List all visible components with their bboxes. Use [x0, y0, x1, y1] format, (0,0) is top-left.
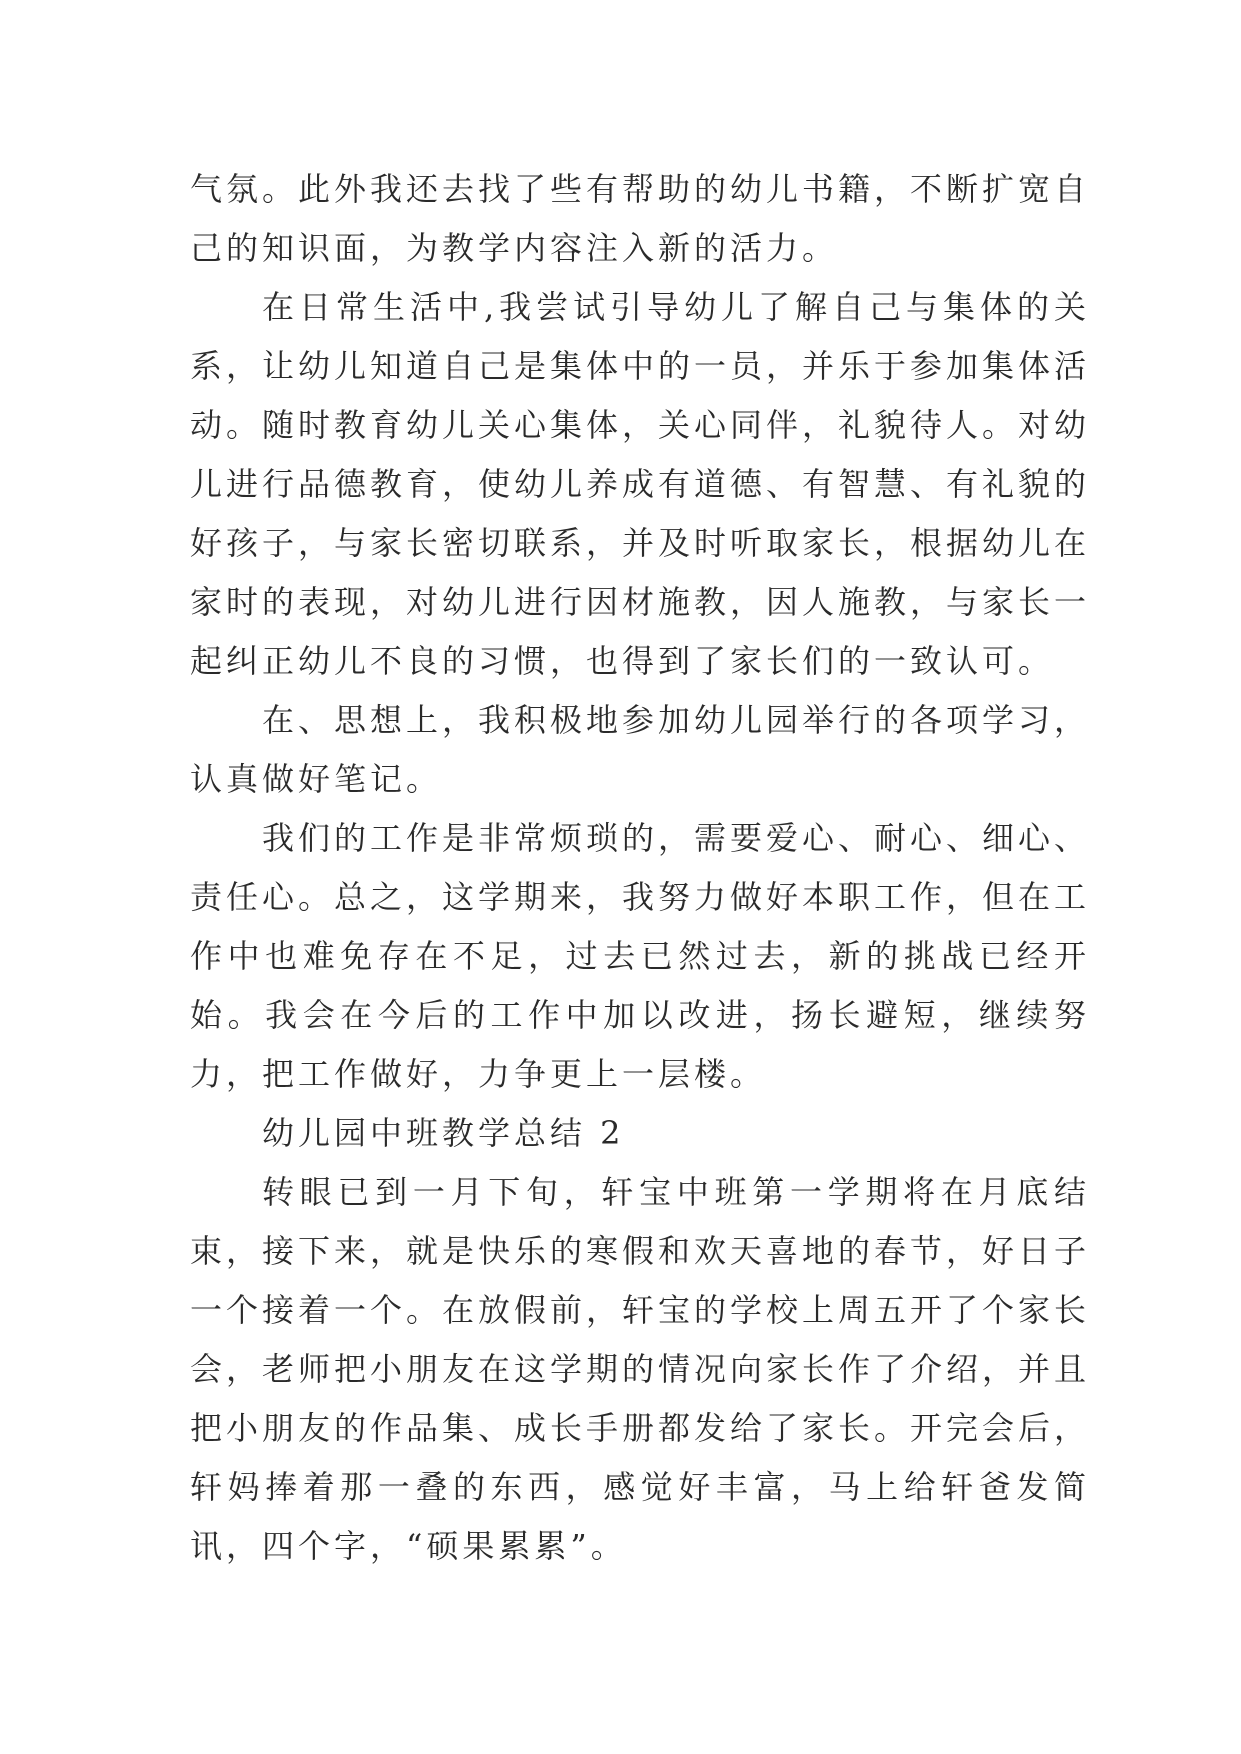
paragraph-daily-life: 在日常生活中,我尝试引导幼儿了解自己与集体的关系，让幼儿知道自己是集体中的一员，并乐于参加集体活动。随时教育幼儿关心集体，关心同伴，礼貌待人。对幼儿进行品德教育，使幼儿养成有道德、有智慧、有礼貌的好孩子，与家长密切联系，并及时听取家长，根据幼儿在家时的表现，对幼儿进行因材施教，因人施教，与家长一起纠正幼儿不良的习惯，也得到了家长们的一致认可。: [190, 288, 1091, 680]
paragraph-continuation: 气氛。此外我还去找了些有帮助的幼儿书籍，不断扩宽自己的知识面，为教学内容注入新的活力。: [190, 170, 1091, 267]
paragraph-semester-end: 转眼已到一月下旬，轩宝中班第一学期将在月底结束，接下来，就是快乐的寒假和欢天喜地的春节，好日子一个接着一个。在放假前，轩宝的学校上周五开了个家长会，老师把小朋友在这学期的情况向家长作了介绍，并且把小朋友的作品集、成长手册都发给了家长。开完会后，轩妈捧着那一叠的东西，感觉好丰富，马上给轩爸发简讯，四个字，“硕果累累”。: [190, 1173, 1091, 1565]
document-body: [190, 160, 1090, 1576]
paragraph-work-summary: 我们的工作是非常烦琐的，需要爱心、耐心、细心、责任心。总之，这学期来，我努力做好本职工作，但在工作中也难免存在不足，过去已然过去，新的挑战已经开始。我会在今后的工作中加以改进，扬长避短，继续努力，把工作做好，力争更上一层楼。: [190, 819, 1091, 1093]
section-heading: 幼儿园中班教学总结 2: [262, 1114, 625, 1152]
paragraph-thinking: 在、思想上，我积极地参加幼儿园举行的各项学习，认真做好笔记。: [190, 701, 1091, 798]
